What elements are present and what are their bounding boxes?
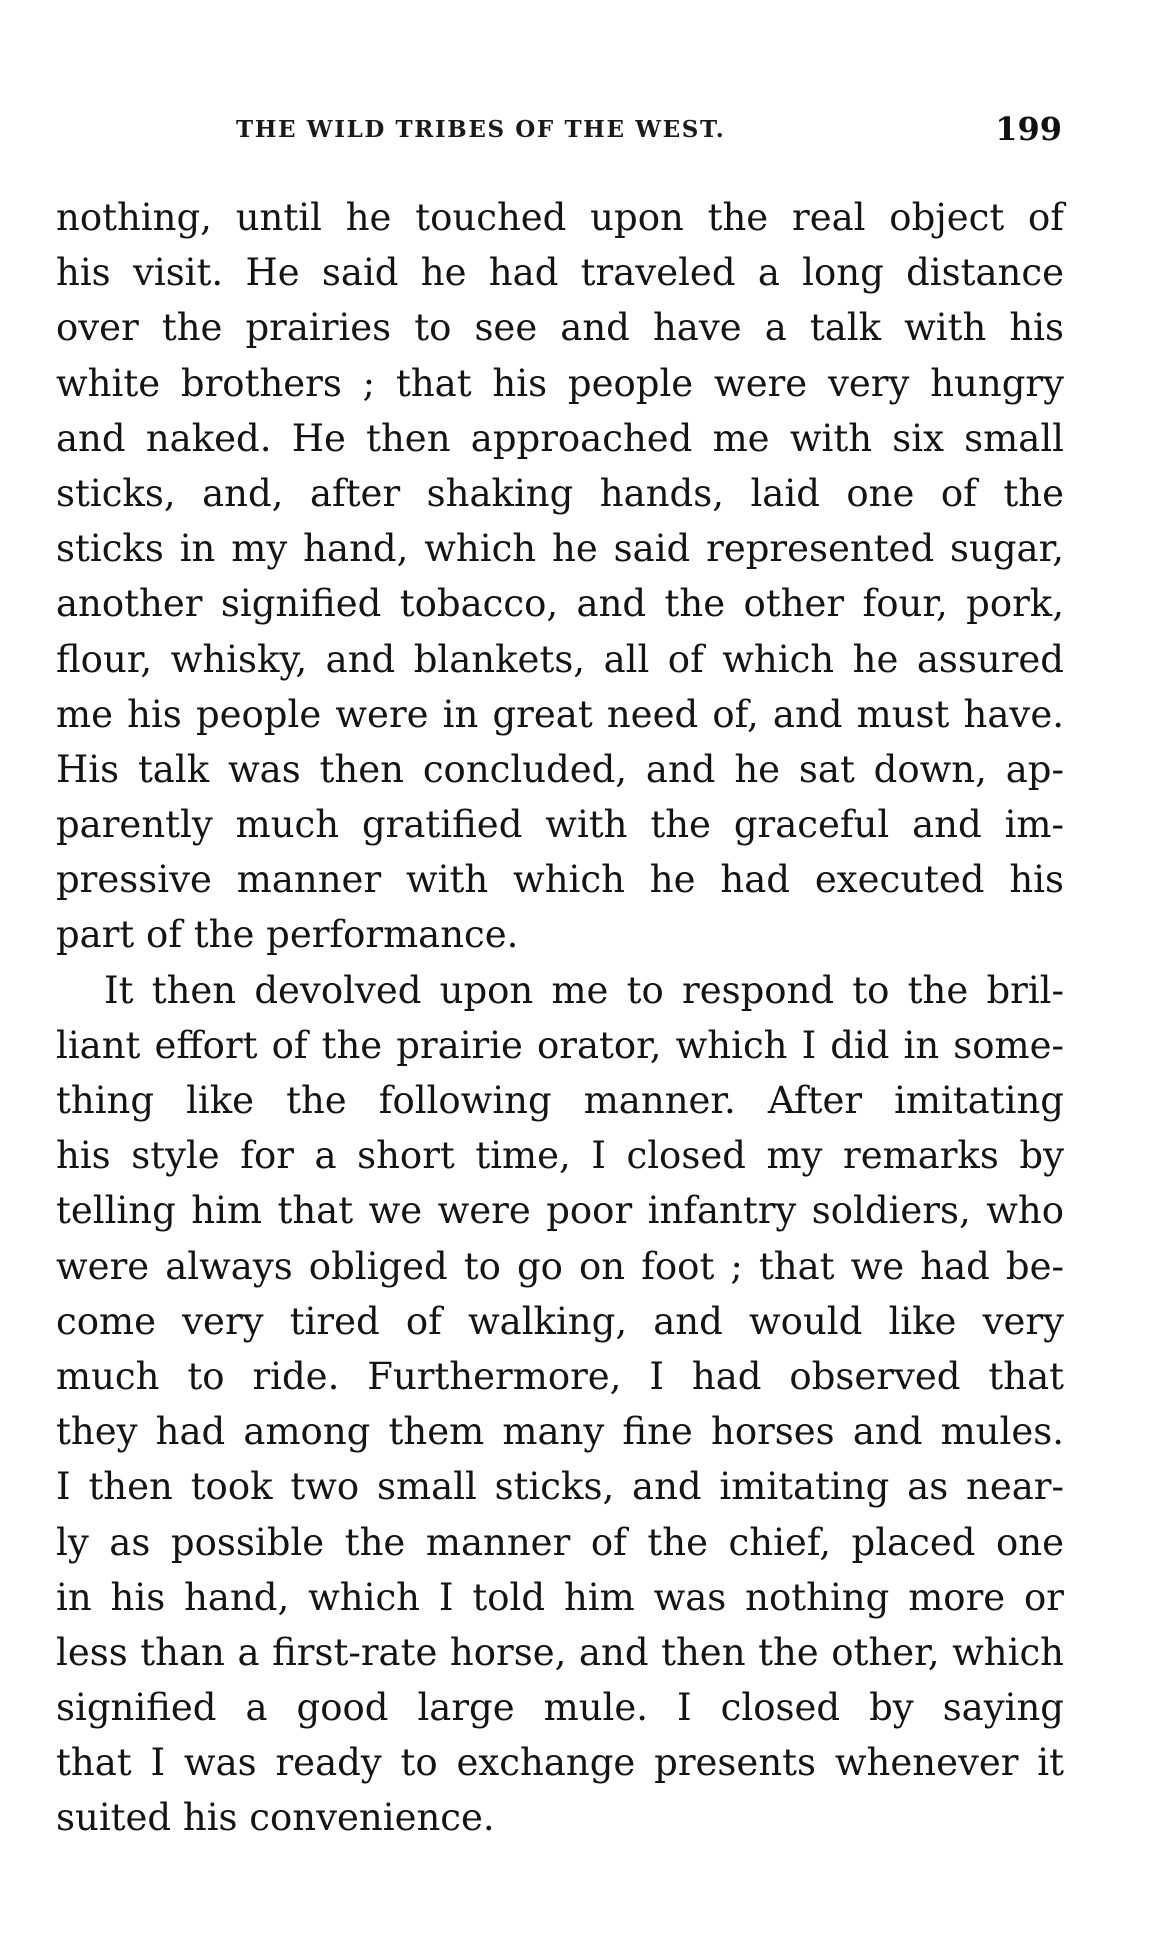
text-line: pressive manner with which he had executed his [56,858,1064,902]
text-line: sticks, and, after shaking hands, laid one of the [56,471,1064,515]
text-line: over the prairies to see and have a talk with his [56,306,1064,350]
text-line: were always obliged to go on foot ; that we had be- [56,1244,1064,1288]
text-line: me his people were in great need of, and must have. [56,692,1064,736]
text-line: his style for a short time, I closed my remarks by [56,1134,1064,1178]
text-line: part of the performance. [56,913,519,957]
text-line: I then took two small sticks, and imitating as near- [56,1465,1064,1509]
text-line: less than a first-rate horse, and then the other, which [56,1630,1064,1674]
text-line: much to ride. Furthermore, I had observed that [56,1354,1064,1398]
text-line: ly as possible the manner of the chief, placed one [56,1520,1064,1564]
text-line: in his hand, which I told him was nothing more or [56,1575,1064,1619]
text-line: telling him that we were poor infantry soldiers, who [56,1189,1064,1233]
text-line: thing like the following manner. After imitating [56,1079,1064,1122]
text-line: and naked. He then approached me with six small [56,416,1064,460]
text-line: liant effort of the prairie orator, which I did in some- [56,1023,1064,1067]
text-line: that I was ready to exchange presents whenever it [56,1741,1064,1785]
text-line: another signified tobacco, and the other four, pork, [56,582,1064,626]
text-line: flour, whisky, and blankets, all of which he assured [56,637,1064,681]
text-line: suited his convenience. [56,1796,495,1840]
body-text [56,190,1064,1846]
page-number: 199 [995,110,1062,148]
text-line: nothing, until he touched upon the real object of [56,196,1064,239]
text-line: parently much gratified with the graceful and im- [56,803,1064,847]
text-line: they had among them many fine horses and mules. [56,1410,1064,1454]
text-line: It then devolved upon me to respond to the bril- [104,968,1064,1012]
text-line: come very tired of walking, and would like very [56,1299,1064,1343]
running-title: THE WILD TRIBES OF THE WEST. [236,116,726,143]
text-line: sticks in my hand, which he said represented sugar, [56,527,1064,571]
paragraph-1 [56,190,1064,963]
text-line: white brothers ; that his people were very hungry [56,361,1064,405]
text-line: signified a good large mule. I closed by saying [56,1686,1064,1730]
paragraph-2 [56,963,1064,1846]
text-line: His talk was then concluded, and he sat down, ap- [56,747,1064,791]
running-head [56,112,1064,152]
text-line: his visit. He said he had traveled a long distance [56,251,1064,295]
